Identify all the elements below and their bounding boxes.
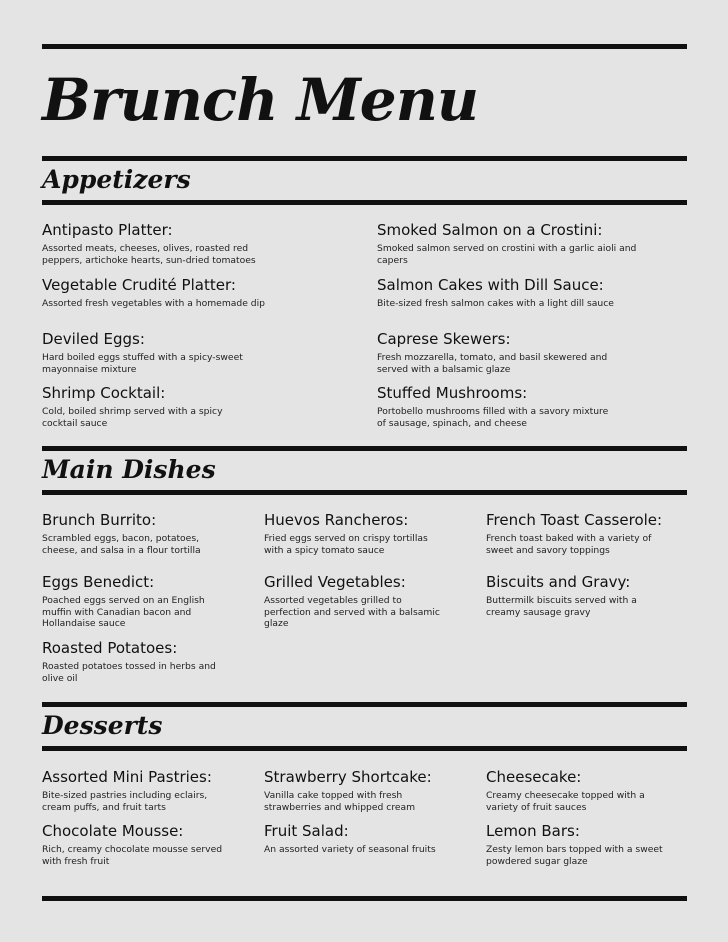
item-description: Assorted vegetables grilled to perfection and served with a balsamic glaze	[264, 595, 440, 629]
item-description: Portobello mushrooms filled with a savory mixture of sausage, spinach, and cheese	[377, 406, 609, 429]
item-name: Stuffed Mushrooms:	[377, 384, 528, 402]
item-name: Cheesecake:	[486, 768, 582, 786]
menu-item	[486, 822, 716, 867]
item-description: Fried eggs served on crispy tortillas with a spicy tomato sauce	[264, 533, 428, 556]
item-description: Creamy cheesecake topped with a variety of fruit sauces	[486, 790, 645, 813]
item-description: An assorted variety of seasonal fruits	[264, 844, 436, 855]
item-description: Smoked salmon served on crostini with a garlic aioli and capers	[377, 243, 637, 266]
item-description: Bite-sized pastries including eclairs, cream puffs, and fruit tarts	[42, 790, 208, 813]
menu-item	[42, 330, 342, 375]
item-name: Roasted Potatoes:	[42, 639, 178, 657]
item-description: French toast baked with a variety of sweet and savory toppings	[486, 533, 652, 556]
item-name: Brunch Burrito:	[42, 511, 157, 529]
item-description: Vanilla cake topped with fresh strawberries and whipped cream	[264, 790, 416, 813]
menu-item	[42, 384, 342, 429]
item-name: Strawberry Shortcake:	[264, 768, 432, 786]
item-name: Fruit Salad:	[264, 822, 349, 840]
item-description: Bite-sized fresh salmon cakes with a light dill sauce	[377, 298, 614, 309]
menu-item	[42, 768, 272, 813]
top-rule	[42, 44, 687, 49]
item-description: Scrambled eggs, bacon, potatoes, cheese, and salsa in a flour tortilla	[42, 533, 201, 556]
menu-item	[486, 573, 716, 618]
main-rule-top	[42, 446, 687, 451]
menu-item	[264, 822, 494, 856]
section-heading-main-dishes: Main Dishes	[42, 455, 216, 484]
bottom-rule	[42, 896, 687, 901]
menu-item	[377, 330, 677, 375]
item-description: Hard boiled eggs stuffed with a spicy-sweet mayonnaise mixture	[42, 352, 243, 375]
menu-title: Brunch Menu	[42, 66, 479, 134]
item-name: Huevos Rancheros:	[264, 511, 409, 529]
item-description: Roasted potatoes tossed in herbs and olive oil	[42, 661, 216, 684]
menu-item	[264, 573, 494, 630]
menu-item	[486, 768, 716, 813]
item-description: Assorted fresh vegetables with a homemade dip	[42, 298, 266, 309]
menu-item	[42, 573, 272, 630]
item-description: Zesty lemon bars topped with a sweet powdered sugar glaze	[486, 844, 663, 867]
menu-item	[264, 511, 494, 556]
menu-item	[42, 511, 272, 556]
main-rule-bottom	[42, 490, 687, 495]
desserts-rule-bottom	[42, 746, 687, 751]
item-description: Cold, boiled shrimp served with a spicy cocktail sauce	[42, 406, 223, 429]
item-name: Caprese Skewers:	[377, 330, 511, 348]
item-name: Smoked Salmon on a Crostini:	[377, 221, 603, 239]
item-name: Antipasto Platter:	[42, 221, 173, 239]
menu-item	[377, 221, 677, 266]
menu-item	[42, 276, 342, 310]
item-description: Poached eggs served on an English muffin with Canadian bacon and Hollandaise sauce	[42, 595, 205, 629]
desserts-rule-top	[42, 702, 687, 707]
item-name: Biscuits and Gravy:	[486, 573, 631, 591]
menu-item	[264, 768, 494, 813]
menu-item	[377, 384, 677, 429]
menu-item	[42, 639, 272, 684]
section-heading-appetizers: Appetizers	[42, 165, 191, 194]
item-name: Salmon Cakes with Dill Sauce:	[377, 276, 604, 294]
section-heading-desserts: Desserts	[42, 711, 163, 740]
item-name: Assorted Mini Pastries:	[42, 768, 212, 786]
item-name: Deviled Eggs:	[42, 330, 145, 348]
item-name: Eggs Benedict:	[42, 573, 155, 591]
item-name: Lemon Bars:	[486, 822, 580, 840]
appetizers-rule-top	[42, 156, 687, 161]
menu-item	[486, 511, 716, 556]
item-description: Assorted meats, cheeses, olives, roasted red peppers, artichoke hearts, sun-dried tomatoes	[42, 243, 256, 266]
item-name: Grilled Vegetables:	[264, 573, 406, 591]
item-name: Chocolate Mousse:	[42, 822, 184, 840]
appetizers-rule-bottom	[42, 200, 687, 205]
menu-item	[377, 276, 677, 310]
item-description: Rich, creamy chocolate mousse served with fresh fruit	[42, 844, 223, 867]
item-name: French Toast Casserole:	[486, 511, 663, 529]
item-name: Vegetable Crudité Platter:	[42, 276, 236, 294]
item-description: Buttermilk biscuits served with a creamy sausage gravy	[486, 595, 637, 618]
item-name: Shrimp Cocktail:	[42, 384, 166, 402]
menu-item	[42, 822, 272, 867]
menu-item	[42, 221, 342, 266]
item-description: Fresh mozzarella, tomato, and basil skewered and served with a balsamic glaze	[377, 352, 608, 375]
